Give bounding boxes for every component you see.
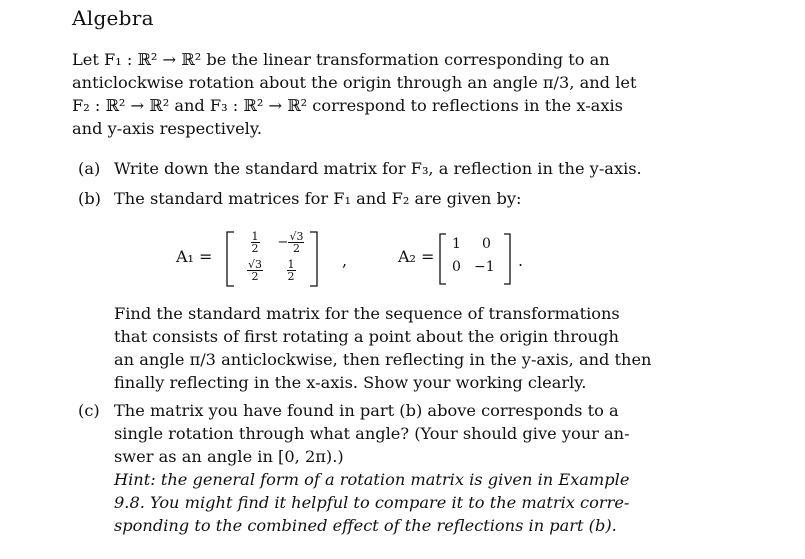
part-b-label: (b) <box>78 189 101 208</box>
part-b-follow-1: Find the standard matrix for the sequence of transformations <box>114 304 620 323</box>
part-c-hint-1: Hint: the general form of a rotation matrix is given in Example <box>114 470 630 489</box>
matrix-a2-brackets <box>398 229 548 289</box>
matrix-a1-name: A₁ = <box>176 247 213 266</box>
part-b-body <box>114 187 634 210</box>
matrix-a2-cell-22: −1 <box>474 259 495 275</box>
matrix-a1-comma: , <box>342 251 348 270</box>
part-c-hint-3: sponding to the combined effect of the reflections in part (b). <box>114 516 617 535</box>
part-b-follow-2: that consists of first rotating a point about the origin through <box>114 327 619 346</box>
part-c-line-2: single rotation through what angle? (Your should give your an- <box>114 424 630 443</box>
intro-paragraph <box>72 48 637 140</box>
matrix-a1-cell-21: $\frac{√3}{2}$ <box>247 258 262 283</box>
part-c-body <box>114 399 634 537</box>
matrix-a2 <box>398 229 548 289</box>
matrix-a1-cell-22: $\frac{1}{2}$ <box>287 258 295 283</box>
part-a-label: (a) <box>78 159 101 178</box>
matrix-a2-cell-12: 0 <box>482 236 491 252</box>
part-a-body <box>114 157 642 180</box>
intro-line-3: F₂ : ℝ² → ℝ² and F₃ : ℝ² → ℝ² correspond to reflections in the x-axis <box>72 96 623 115</box>
part-c-label: (c) <box>78 401 100 420</box>
part-c-hint-2: 9.8. You might find it helpful to compare it to the matrix corre- <box>114 493 630 512</box>
matrix-a1-cell-11: $\frac{1}{2}$ <box>251 230 259 255</box>
part-b-follow-3: an angle π/3 anticlockwise, then reflecting in the y-axis, and then <box>114 350 652 369</box>
part-c-line-1: The matrix you have found in part (b) above corresponds to a <box>114 401 619 420</box>
matrix-a2-name: A₂ = <box>398 247 435 266</box>
intro-line-2: anticlockwise rotation about the origin through an angle π/3, and let <box>72 73 637 92</box>
intro-line-4: and y-axis respectively. <box>72 119 262 138</box>
part-a-text: Write down the standard matrix for F₃, a reflection in the y-axis. <box>114 159 642 178</box>
part-b-instructions-body <box>114 302 652 394</box>
section-title: Algebra <box>72 6 154 30</box>
matrix-a2-period: . <box>518 251 524 270</box>
matrix-a1 <box>176 229 356 289</box>
matrix-a1-cell-12: − $\frac{√3}{2}$ <box>277 230 304 255</box>
part-c-line-3: swer as an angle in [0, 2π).) <box>114 447 344 466</box>
intro-line-1: Let F₁ : ℝ² → ℝ² be the linear transformation corresponding to an <box>72 50 610 69</box>
matrix-a2-cell-21: 0 <box>452 259 461 275</box>
part-b-text: The standard matrices for F₁ and F₂ are given by: <box>114 189 522 208</box>
matrix-a2-cell-11: 1 <box>452 236 461 252</box>
part-b-follow-4: finally reflecting in the x-axis. Show your working clearly. <box>114 373 587 392</box>
